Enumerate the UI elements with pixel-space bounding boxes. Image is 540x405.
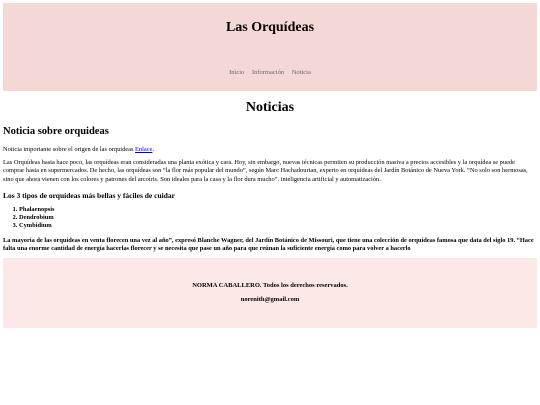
site-header <box>3 3 537 91</box>
site-footer <box>3 258 537 328</box>
intro-paragraph <box>3 146 537 154</box>
nav-link-inicio[interactable]: Inicio <box>229 69 245 76</box>
main-content <box>3 125 537 258</box>
list-item-cymbidium: 3. Cymbidium <box>19 222 537 230</box>
quote-paragraph: La mayoría de las orquídeas en venta florecen una vez al año”, expresó Blanche Wagner, del Jardín Botánico de Missouri, que tiene una colección de orquídeas famosa que data del siglo 19. “Hace falta una enorme cantidad de energía hacerlas florecer y se necesita que pase un año para que reúnan la suficiente energía como para volver a hacerlo <box>3 236 534 253</box>
list-item-phalaenopsis: 1. Phalaenopsis <box>19 206 537 214</box>
body-paragraph: Las Orquídeas hasta hace poco, las orquídeas eran consideradas una planta exótica y cara. Hoy, sin embargo, nuevas técnicas permiten su producción masiva a precios accesibles y la orquídea se puede comprar hasta en supermercados. De hecho, las orquídeas son “la flor más popular del mundo”, según Marc Hachadourian, experto en orquídeas del Jardín Botánico de Nueva York. “No solo son hermosas, sino que ahora vienen con los colores y patrones del arcoíris. Son ideales para la casa y la flor dura mucho”. inteligencia artificial y automatización. <box>3 158 528 183</box>
intro-text: Noticia importante sobre el origen de las orquideas <box>3 145 134 153</box>
footer-copyright: NORMA CABALLERO. Todos los derechos reservados. <box>192 282 348 289</box>
section-title: Noticia sobre orquideas <box>3 126 109 137</box>
page-title: Noticias <box>245 100 295 115</box>
list-item-dendrobium: 2. Dendrobium <box>19 214 537 222</box>
main-nav <box>3 69 537 76</box>
nav-link-informacion[interactable]: Información <box>251 69 285 76</box>
enlace-link[interactable]: Enlace <box>135 145 153 153</box>
site-title: Las Orquídeas <box>225 20 315 35</box>
nav-link-noticia[interactable]: Noticia <box>291 69 311 76</box>
list-title: Los 3 tipos de orquídeas más bellas y fáciles de cuidar <box>3 190 175 200</box>
footer-email: norenith@gmail.com <box>240 296 300 303</box>
intro-end: . <box>152 145 155 153</box>
orchid-list <box>3 206 537 231</box>
